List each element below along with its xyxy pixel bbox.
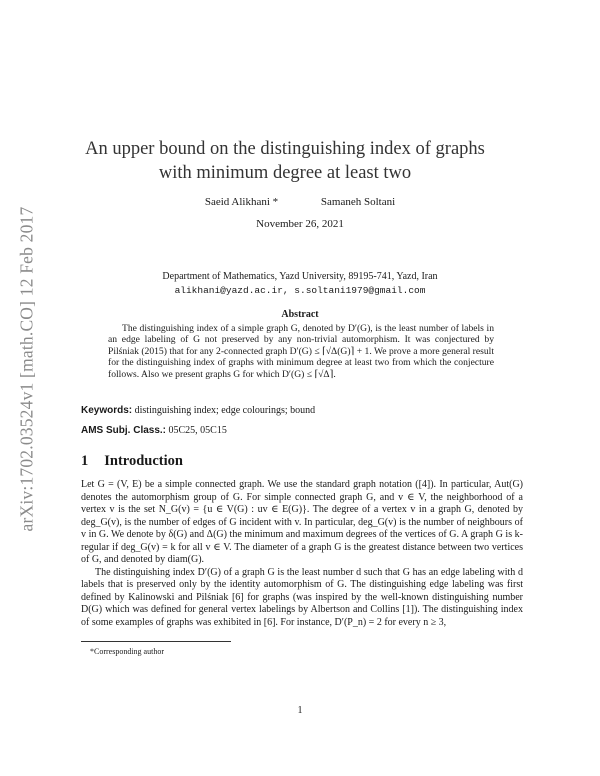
author-emails: alikhani@yazd.ac.ir, s.soltani1979@gmail.com (174, 285, 426, 296)
footnote-rule (81, 641, 231, 642)
page-number: 1 (297, 705, 303, 716)
abstract-text: The distinguishing index of a simple graph G, denoted by D′(G), is the least number of labels in an edge labeling of G not preserved by any non-trivial automorphism. It was conjectured by Pilśniak (2015) that for any 2-connected graph D′(G) ≤ ⌈√Δ(G)⌉ + 1. We prove a more general result for the distinguishing index of graphs with minimum degree at least two from which the conjecture follows. Also we present graphs G for which D′(G) ≤ ⌈√Δ⌉. (108, 323, 494, 380)
affiliation: Department of Mathematics, Yazd University, 89195-741, Yazd, Iran (162, 271, 438, 282)
keywords-label: Keywords: (81, 405, 133, 416)
author-2: Samaneh Soltani (320, 196, 396, 208)
section-title: Introduction (104, 453, 183, 469)
arxiv-sidebar-stamp (16, 178, 38, 560)
keywords-text: distinguishing index; edge colourings; bound (134, 405, 316, 416)
section-number: 1 (81, 453, 89, 469)
affiliation-block (0, 270, 600, 298)
author-1: Saeid Alikhani * (204, 196, 279, 208)
ams-text: 05C25, 05C15 (168, 425, 227, 436)
author-list (0, 196, 600, 208)
keywords-line (81, 405, 521, 416)
ams-line (81, 425, 521, 436)
paragraph-2: The distinguishing index D′(G) of a graph G is the least number d such that G has an edge labeling with d labels that is preserved only by the identity automorphism of G. The distinguishing edge labeling was first defined by Kalinowski and Pilśniak [6] for graphs (was inspired by the well-known distinguishing number D(G) which was defined for general vertex labelings by Albertson and Collins [1]). The distinguishing index of some examples of graphs was exhibited in [6]. For instance, D′(P_n) = 2 for every n ≥ 3, (81, 566, 523, 628)
paper-date: November 26, 2021 (256, 218, 344, 230)
abstract-heading: Abstract (281, 309, 319, 320)
footnote: *Corresponding author (90, 647, 164, 656)
body-text (81, 479, 523, 629)
paper-title: An upper bound on the distinguishing index of graphs with minimum degree at least two (85, 139, 485, 183)
ams-label: AMS Subj. Class.: (81, 425, 167, 436)
arxiv-identifier: arXiv:1702.03524v1 [math.CO] 12 Feb 2017 (16, 206, 37, 532)
paragraph-1: Let G = (V, E) be a simple connected graph. We use the standard graph notation ([4]). In particular, Aut(G) denotes the automorphism group of G. For simple connected graph G, and v ∈ V, the neighborhood of a vertex v is the set N_G(v) = {u ∈ V(G) : uv ∈ E(G)}. The degree of a vertex v in a graph G, denoted by deg_G(v), is the number of edges of G incident with v. In particular, deg_G(v) is the number of neighbours of v in G. We denote by δ(G) and Δ(G) the minimum and maximum degrees of the vertices of G. A graph G is k-regular if deg_G(v) = k for all v ∈ V. The diameter of a graph G is the greatest distance between two vertices of G, and denoted by diam(G). (81, 479, 523, 565)
section-heading (81, 453, 183, 470)
